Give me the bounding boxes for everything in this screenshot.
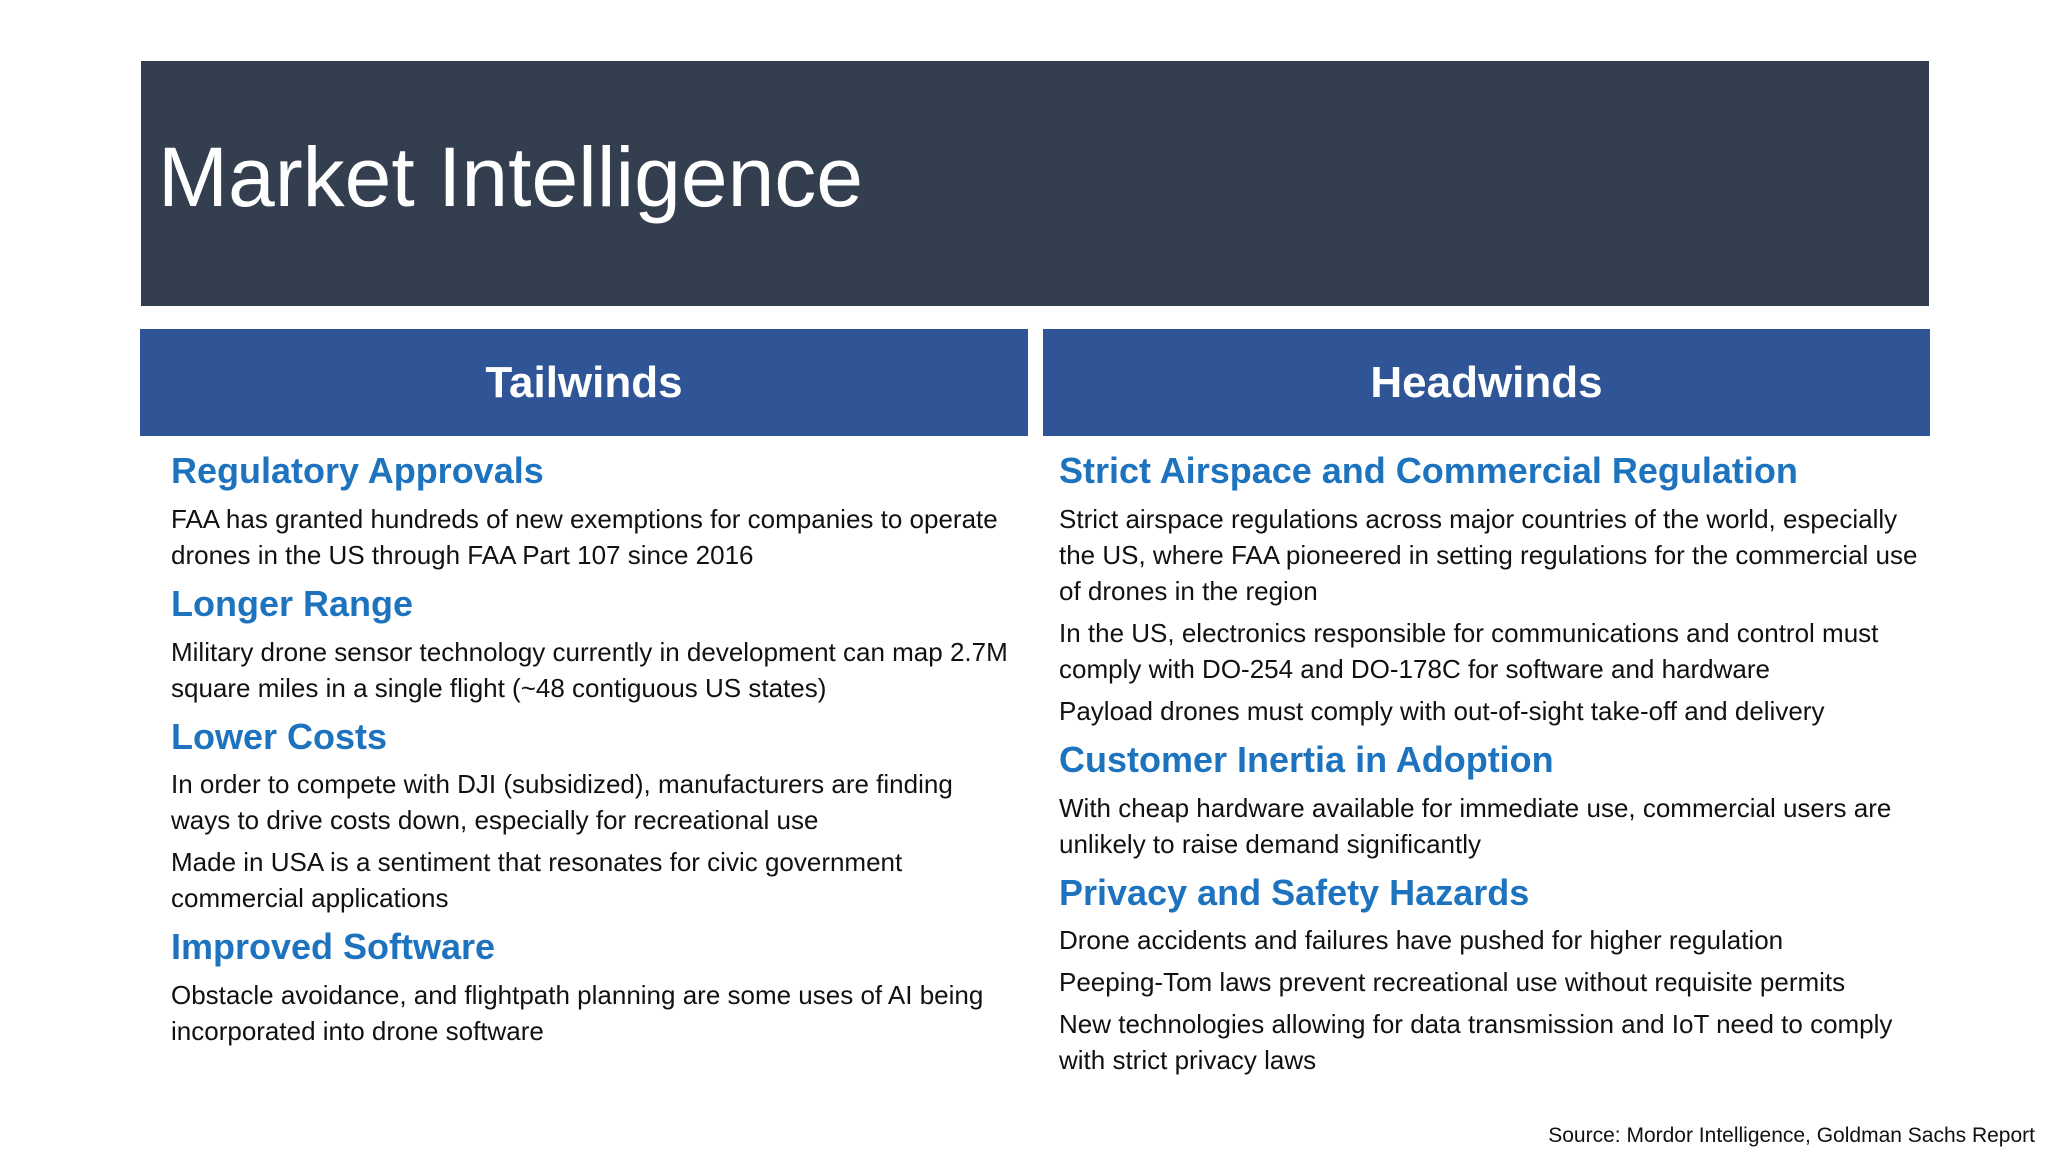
slide-title: Market Intelligence [158,130,864,224]
bullet-text: Payload drones must comply with out-of-sight take-off and delivery [1059,695,1825,726]
bullet-text: Made in USA is a sentiment that resonates for civic government commercial applications [171,847,903,914]
bullet-text: FAA has granted hundreds of new exemptions for companies to operate drones in the US through FAA Part 107 since 2016 [171,503,998,570]
bullet-text: Strict airspace regulations across major countries of the world, especially the US, where FAA pioneered in setting regulations for the commercial use of drones in the region [1059,503,1918,606]
bullet-text: Military drone sensor technology currently in development can map 2.7M square miles in a single flight (~48 contiguous US states) [171,636,1008,703]
section-title-customer-inertia: Customer Inertia in Adoption [1059,738,1554,780]
bullet-text: Obstacle avoidance, and flightpath planning are some uses of AI being incorporated into drone software [171,980,984,1047]
bullet-text: In the US, electronics responsible for communications and control must comply with DO-254 and DO-178C for software and hardware [1059,617,1879,684]
tailwinds-header: Tailwinds [140,329,1028,436]
bullet-text: Peeping-Tom laws prevent recreational use without requisite permits [1059,967,1846,998]
source-citation: Source: Mordor Intelligence, Goldman Sachs Report [1548,1124,2035,1147]
bullet-text: With cheap hardware available for immediate use, commercial users are unlikely to raise demand significantly [1059,792,1892,859]
section-title-privacy-safety: Privacy and Safety Hazards [1059,871,1530,913]
title-bar [141,61,1929,306]
section-title-improved-software: Improved Software [171,926,496,968]
bullet-text: In order to compete with DJI (subsidized), manufacturers are finding ways to drive costs down, especially for recreational use [171,769,953,836]
bullet-text: Drone accidents and failures have pushed for higher regulation [1059,925,1784,956]
bullet-text: New technologies allowing for data transmission and IoT need to comply with strict privacy laws [1059,1009,1893,1076]
section-title-strict-airspace: Strict Airspace and Commercial Regulation [1059,450,1798,491]
headwinds-header: Headwinds [1043,329,1930,436]
section-title-longer-range: Longer Range [171,582,414,624]
headwinds-column [1059,448,1929,1084]
tailwinds-column [171,448,1011,1055]
section-title-lower-costs: Lower Costs [171,715,388,757]
section-title-regulatory-approvals: Regulatory Approvals [171,450,544,491]
